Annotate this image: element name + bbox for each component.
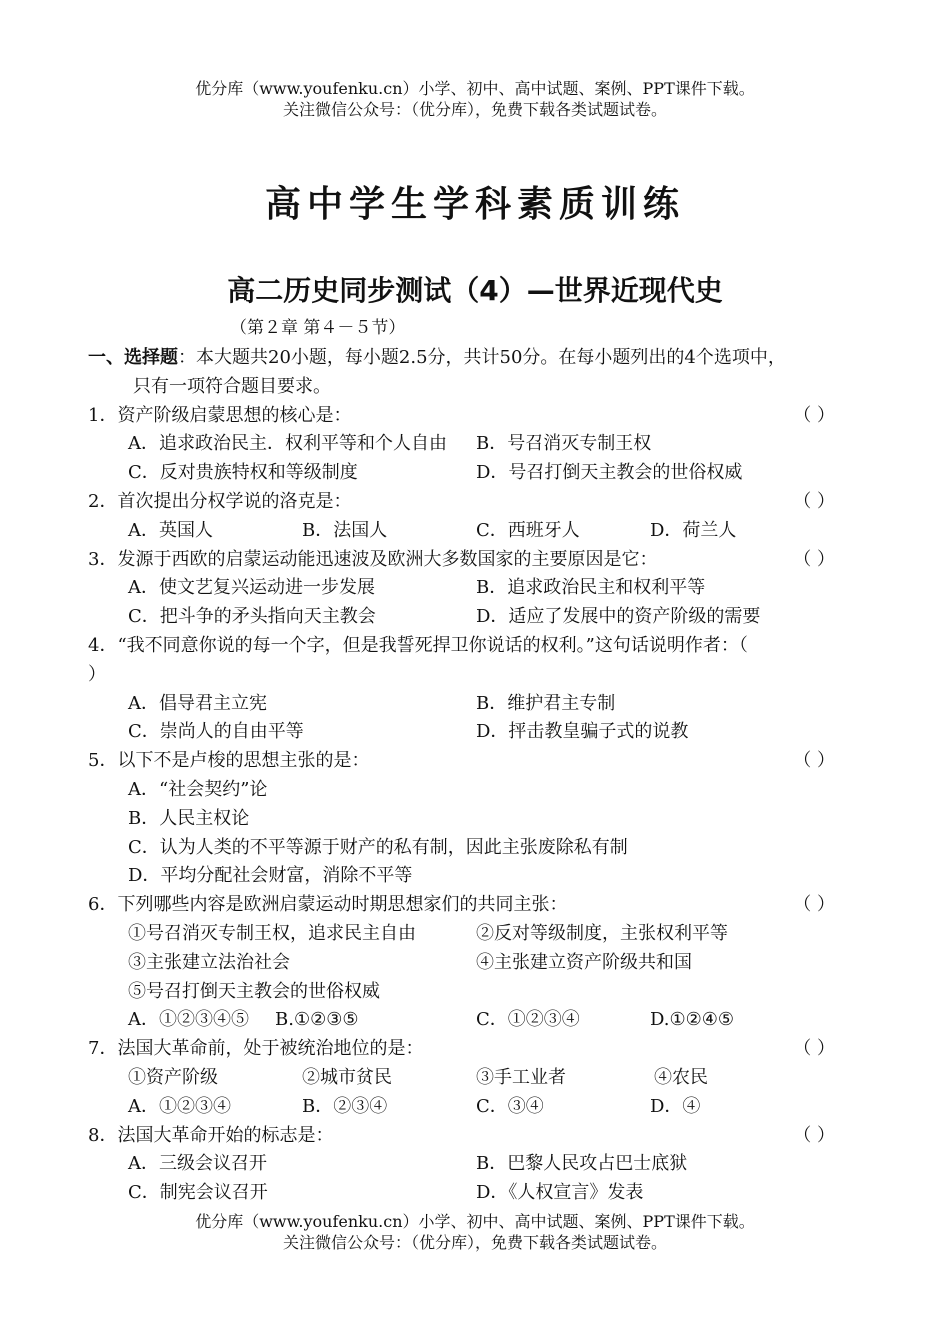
q8-options-row-1 xyxy=(88,1150,863,1179)
q4-option-a: A．倡导君主立宪 xyxy=(128,692,267,714)
footer-line-1: 优分库（www.youfenku.cn）小学、初中、高中试题、案例、PPT课件下载。 xyxy=(195,1212,755,1231)
page-header xyxy=(0,78,950,120)
question-content xyxy=(88,344,863,1208)
q1-option-a: A．追求政治民主．权利平等和个人自由 xyxy=(128,433,447,455)
q3-option-d: D．适应了发展中的资产阶级的需要 xyxy=(476,606,761,628)
q3-answer-paren: （ ） xyxy=(793,548,835,570)
main-title: 高中学生学科素质训练 xyxy=(264,184,685,225)
q5-option-row-a xyxy=(88,776,863,805)
q6-option-c: C．①②③④ xyxy=(476,1009,580,1031)
section-label: 一、选择题 xyxy=(88,347,178,368)
q6-item-3: ③主张建立法治社会 xyxy=(128,951,290,973)
q7-item-4: ④农民 xyxy=(654,1066,708,1088)
q1-option-b: B．号召消灭专制王权 xyxy=(476,433,652,455)
q8-option-b: B．巴黎人民攻占巴士底狱 xyxy=(476,1153,688,1175)
q8-stem: 8．法国大革命开始的标志是： xyxy=(88,1124,334,1146)
q2-option-c: C．西班牙人 xyxy=(476,519,580,541)
q2-answer-paren: （ ） xyxy=(793,490,835,512)
q6-items-row-3 xyxy=(88,978,863,1007)
q6-item-5: ⑤号召打倒天主教会的世俗权威 xyxy=(128,980,380,1002)
q8-options-row-2 xyxy=(88,1179,863,1208)
page-footer xyxy=(0,1211,950,1253)
q1-option-d: D．号召打倒天主教会的世俗权威 xyxy=(476,462,743,484)
q2-option-b: B．法国人 xyxy=(302,519,388,541)
q3-option-a: A．使文艺复兴运动进一步发展 xyxy=(128,577,375,599)
q1-options-row-1 xyxy=(88,430,863,459)
q6-answer-paren: （ ） xyxy=(793,894,835,916)
q7-option-b: B．②③④ xyxy=(302,1095,388,1117)
q7-option-a: A．①②③④ xyxy=(128,1095,231,1117)
q4-options-row-1 xyxy=(88,690,863,719)
q5-option-b: B．人民主权论 xyxy=(128,807,250,829)
chapter-range: （第２章 第４－５节） xyxy=(230,318,406,338)
q5-option-d: D．平均分配社会财富，消除不平等 xyxy=(128,865,413,887)
q5-option-row-b xyxy=(88,805,863,834)
q6-item-1: ①号召消灭专制王权，追求民主自由 xyxy=(128,922,416,944)
q7-option-c: C．③④ xyxy=(476,1095,544,1117)
q7-item-3: ③手工业者 xyxy=(476,1066,566,1088)
q6-option-b: B.①②③⑤ xyxy=(275,1009,359,1031)
q5-option-row-d xyxy=(88,862,863,891)
q8-option-c: C．制宪会议召开 xyxy=(128,1182,268,1204)
q7-option-d: D．④ xyxy=(650,1095,701,1117)
header-line-1: 优分库（www.youfenku.cn）小学、初中、高中试题、案例、PPT课件下载。 xyxy=(195,79,755,98)
q3-option-c: C．把斗争的矛头指向天主教会 xyxy=(128,606,376,628)
q7-items-row xyxy=(88,1064,863,1093)
q5-answer-paren: （ ） xyxy=(793,750,835,772)
q6-option-d: D.①②④⑤ xyxy=(650,1009,735,1031)
question-3 xyxy=(88,546,863,575)
q6-item-2: ②反对等级制度，主张权利平等 xyxy=(476,922,728,944)
question-1 xyxy=(88,402,863,431)
q8-option-d: D．《人权宣言》发表 xyxy=(476,1182,644,1204)
q4-options-row-2 xyxy=(88,718,863,747)
q4-stem-cont: ） xyxy=(88,663,106,685)
q3-stem: 3．发源于西欧的启蒙运动能迅速波及欧洲大多数国家的主要原因是它： xyxy=(88,548,658,570)
q8-option-a: A．三级会议召开 xyxy=(128,1153,267,1175)
q6-stem: 6．下列哪些内容是欧洲启蒙运动时期思想家们的共同主张： xyxy=(88,894,568,916)
q2-stem: 2．首次提出分权学说的洛克是： xyxy=(88,490,352,512)
q2-option-d: D．荷兰人 xyxy=(650,519,737,541)
question-6 xyxy=(88,891,863,920)
section-text-cont: 只有一项符合题目要求。 xyxy=(133,375,331,397)
q4-option-b: B．维护君主专制 xyxy=(476,692,616,714)
footer-line-2: 关注微信公众号：（优分库），免费下载各类试题试卷。 xyxy=(282,1233,667,1252)
q1-options-row-2 xyxy=(88,459,863,488)
question-8 xyxy=(88,1122,863,1151)
question-2 xyxy=(88,488,863,517)
q1-answer-paren: （ ） xyxy=(793,404,835,426)
question-4 xyxy=(88,632,863,661)
q3-options-row-1 xyxy=(88,574,863,603)
q7-options-row xyxy=(88,1093,863,1122)
q3-options-row-2 xyxy=(88,603,863,632)
section-text: ：本大题共20小题，每小题2.5分，共计50分。在每小题列出的4个选项中， xyxy=(178,347,786,368)
q5-option-a: A．“社会契约”论 xyxy=(128,778,268,800)
q6-items-row-2 xyxy=(88,949,863,978)
q5-option-c: C．认为人类的不平等源于财产的私有制，因此主张废除私有制 xyxy=(128,836,628,858)
q5-option-row-c xyxy=(88,834,863,863)
sub-title: 高二历史同步测试（4）—世界近现代史 xyxy=(227,274,723,307)
q1-stem: 1．资产阶级启蒙思想的核心是： xyxy=(88,404,352,426)
q2-option-a: A．英国人 xyxy=(128,519,213,541)
q4-stem: 4．“我不同意你说的每一个字，但是我誓死捍卫你说话的权利。”这句话说明作者：（ xyxy=(88,634,748,656)
section-heading xyxy=(88,344,863,373)
q8-answer-paren: （ ） xyxy=(793,1124,835,1146)
question-5 xyxy=(88,747,863,776)
q4-option-d: D．抨击教皇骗子式的说教 xyxy=(476,721,689,743)
q7-answer-paren: （ ） xyxy=(793,1038,835,1060)
q7-item-2: ②城市贫民 xyxy=(302,1066,392,1088)
q7-item-1: ①资产阶级 xyxy=(128,1066,218,1088)
q4-option-c: C．崇尚人的自由平等 xyxy=(128,721,304,743)
q6-item-4: ④主张建立资产阶级共和国 xyxy=(476,951,692,973)
q6-options-row xyxy=(88,1006,863,1035)
q2-options-row xyxy=(88,517,863,546)
q7-stem: 7．法国大革命前，处于被统治地位的是： xyxy=(88,1038,424,1060)
q6-option-a: A．①②③④⑤ xyxy=(128,1009,249,1031)
q3-option-b: B．追求政治民主和权利平等 xyxy=(476,577,706,599)
question-7 xyxy=(88,1035,863,1064)
header-line-2: 关注微信公众号：（优分库），免费下载各类试题试卷。 xyxy=(282,100,667,119)
q1-option-c: C．反对贵族特权和等级制度 xyxy=(128,462,358,484)
q6-items-row-1 xyxy=(88,920,863,949)
q5-stem: 5．以下不是卢梭的思想主张的是： xyxy=(88,750,370,772)
